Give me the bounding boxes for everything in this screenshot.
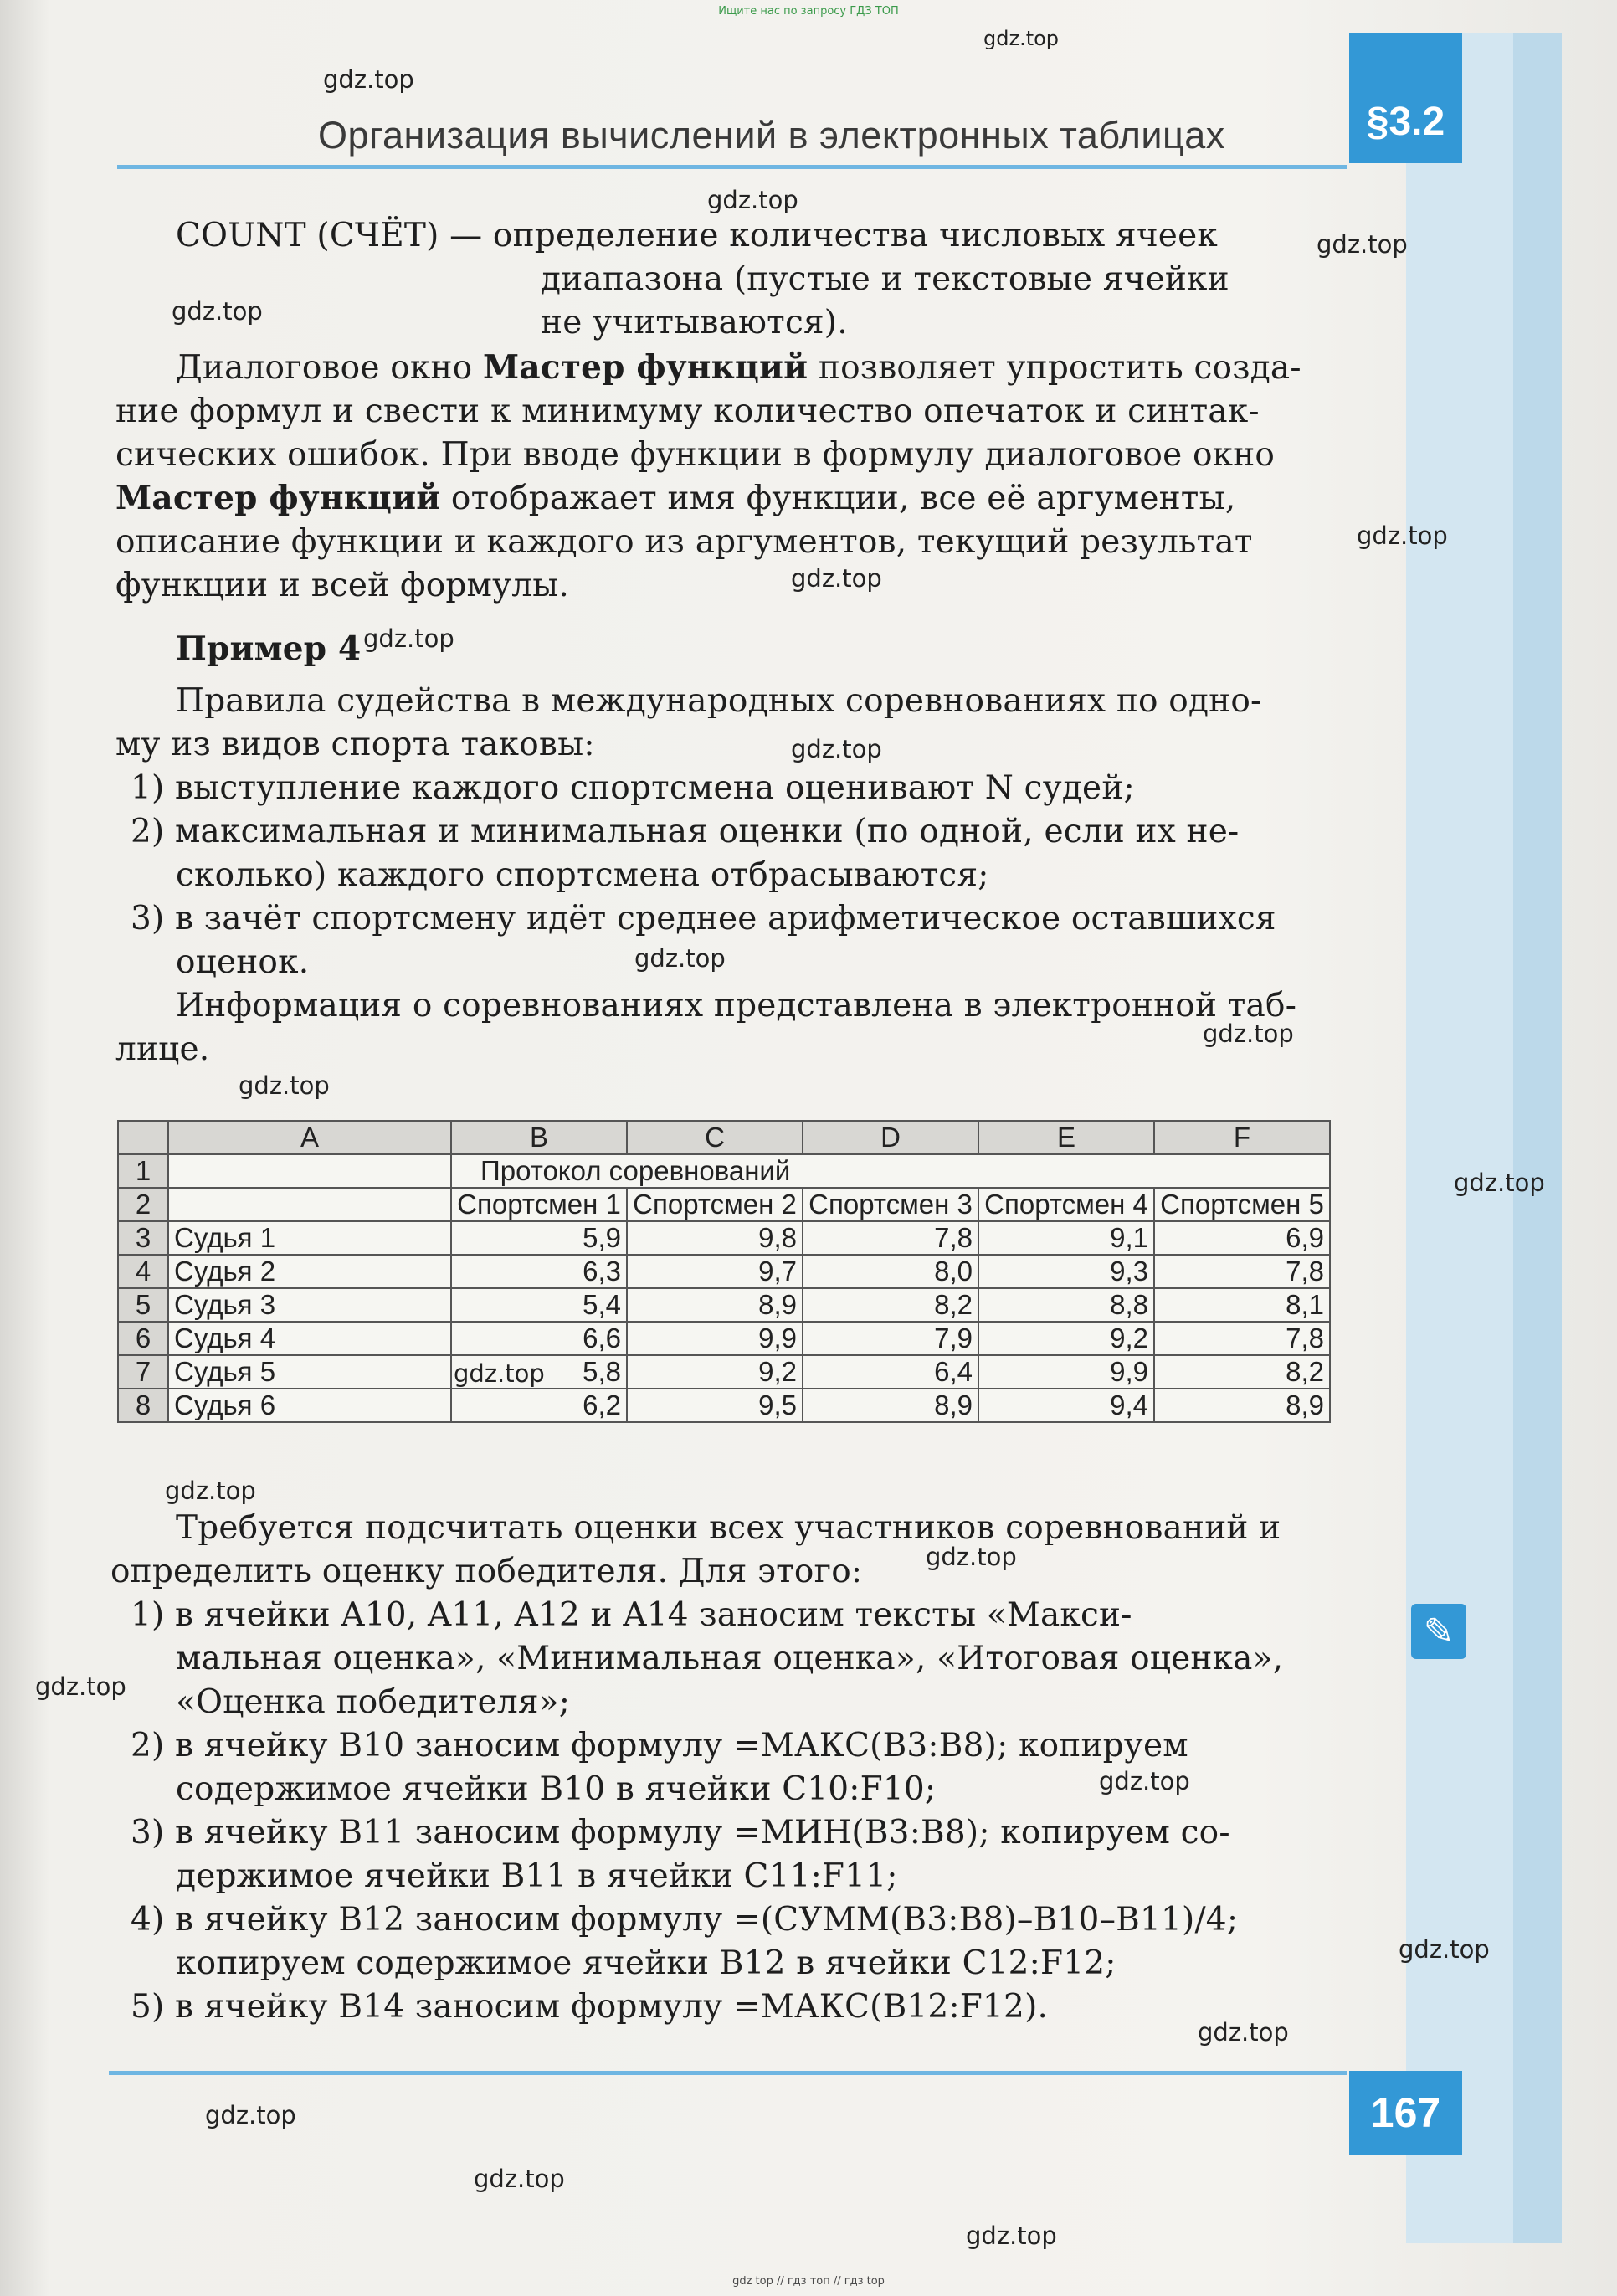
top-note: Ищите нас по запросу ГДЗ ТОП (718, 5, 899, 18)
watermark: gdz.top (205, 2101, 296, 2129)
score-cell: 9,2 (978, 1322, 1154, 1355)
judge-cell: Судья 2 (168, 1255, 451, 1288)
judge-cell: Судья 4 (168, 1322, 451, 1355)
athlete-header: Спортсмен 1 (451, 1188, 627, 1221)
section-number: §3.2 (1366, 100, 1445, 144)
para2-line-1: Правила судейства в международных соревнованиях по одно- (176, 682, 1262, 720)
score-cell: 7,9 (803, 1322, 978, 1355)
step-2-line-1: 2) в ячейку B10 заносим формулу =МАКС(B3:B8); копируем (131, 1727, 1188, 1764)
cell-a1 (168, 1154, 451, 1188)
example-heading: Пример 4 (176, 629, 362, 668)
step-4-line-1: 4) в ячейку B12 заносим формулу =(СУММ(B3:B8)–B10–B11)/4; (131, 1901, 1239, 1939)
score-cell: 9,4 (978, 1389, 1154, 1422)
footer-rule (109, 2071, 1348, 2075)
score-cell: 8,2 (803, 1288, 978, 1322)
rule-3-line-2: оценок. (176, 943, 310, 981)
judge-cell: Судья 6 (168, 1389, 451, 1422)
watermark: gdz.top (1317, 230, 1408, 259)
col-header-a: A (168, 1121, 451, 1154)
score-cell: 6,9 (1154, 1221, 1330, 1255)
row-number: 5 (118, 1288, 168, 1322)
score-cell: 7,8 (1154, 1255, 1330, 1288)
score-cell: 5,9 (451, 1221, 627, 1255)
step-2-line-2: содержимое ячейки B10 в ячейки C10:F10; (176, 1770, 937, 1808)
pencil-icon: ✎ (1411, 1604, 1466, 1659)
para2-line-2: му из видов спорта таковы: (116, 726, 595, 763)
watermark: gdz.top (172, 297, 263, 326)
corner-cell (118, 1121, 168, 1154)
col-header-c: C (627, 1121, 803, 1154)
sheet-row-2 (118, 1188, 1330, 1221)
watermark: gdz.top (1198, 2018, 1289, 2047)
rule-1: 1) выступление каждого спортсмена оценивают N судей; (131, 769, 1135, 807)
para4-line-1: Требуется подсчитать оценки всех участников соревнований и (176, 1509, 1281, 1547)
para1-line-6: функции и всей формулы. (116, 567, 570, 604)
step-1-line-1: 1) в ячейки A10, A11, A12 и A14 заносим тексты «Макси- (131, 1596, 1132, 1634)
sheet-title: Протокол соревнований (451, 1154, 1330, 1188)
sheet-row-6 (118, 1322, 1330, 1355)
para4-line-2: определить оценку победителя. Для этого: (110, 1553, 863, 1590)
rule-2-line-2: сколько) каждого спортсмена отбрасываются; (176, 856, 989, 894)
watermark: gdz.top (791, 564, 882, 593)
row-number: 7 (118, 1355, 168, 1389)
para3-line-2: лице. (116, 1030, 210, 1068)
athlete-header: Спортсмен 2 (627, 1188, 803, 1221)
judge-cell: Судья 5 (168, 1355, 451, 1389)
watermark: gdz.top (966, 2222, 1057, 2250)
para1-line-3: сических ошибок. При вводе функции в формулу диалоговое окно (116, 436, 1276, 474)
row-number: 4 (118, 1255, 168, 1288)
count-line-3: не учитываются). (541, 304, 848, 342)
section-badge (1349, 33, 1462, 163)
step-4-line-2: копируем содержимое ячейки B12 в ячейки C12:F12; (176, 1944, 1116, 1982)
watermark: gdz.top (165, 1477, 256, 1505)
margin-strip-edge (1513, 33, 1562, 2243)
score-cell: 8,0 (803, 1255, 978, 1288)
athlete-header: Спортсмен 3 (803, 1188, 978, 1221)
watermark: gdz.top (1454, 1169, 1545, 1197)
score-cell: 7,8 (1154, 1322, 1330, 1355)
rule-2-line-1: 2) максимальная и минимальная оценки (по одной, если их не- (131, 813, 1240, 850)
score-cell: 9,7 (627, 1255, 803, 1288)
step-5: 5) в ячейку B14 заносим формулу =МАКС(B12:F12). (131, 1988, 1049, 2026)
col-header-e: E (978, 1121, 1154, 1154)
count-line-1: COUNT (СЧЁТ) — определение количества числовых ячеек (176, 217, 1218, 254)
sheet-row-4 (118, 1255, 1330, 1288)
sheet-row-3 (118, 1221, 1330, 1255)
score-cell: 6,3 (451, 1255, 627, 1288)
score-cell: 9,1 (978, 1221, 1154, 1255)
watermark: gdz.top (363, 624, 454, 653)
watermark: gdz.top (983, 27, 1060, 50)
score-cell: 6,6 (451, 1322, 627, 1355)
judge-cell: Судья 3 (168, 1288, 451, 1322)
term-function-wizard-2: Мастер функций (116, 479, 441, 517)
term-function-wizard: Мастер функций (482, 348, 808, 387)
watermark: gdz.top (1357, 521, 1448, 550)
score-cell: 6,2 (451, 1389, 627, 1422)
athlete-header: Спортсмен 4 (978, 1188, 1154, 1221)
column-header-row (118, 1121, 1330, 1154)
athlete-header: Спортсмен 5 (1154, 1188, 1330, 1221)
competition-spreadsheet (117, 1120, 1331, 1423)
row-number: 3 (118, 1221, 168, 1255)
header-rule (117, 165, 1348, 169)
watermark: gdz.top (454, 1359, 545, 1388)
cell-a2 (168, 1188, 451, 1221)
score-cell: 5,8 (451, 1355, 627, 1389)
para1-line-5: описание функции и каждого из аргументов, текущий результат (116, 523, 1253, 561)
score-cell: 8,9 (627, 1288, 803, 1322)
score-cell: 9,2 (627, 1355, 803, 1389)
sheet-row-8 (118, 1389, 1330, 1422)
watermark: gdz.top (1399, 1935, 1490, 1964)
row-number: 8 (118, 1389, 168, 1422)
score-cell: 5,4 (451, 1288, 627, 1322)
step-1-line-2: мальная оценка», «Минимальная оценка», «Итоговая оценка», (176, 1640, 1284, 1677)
score-cell: 8,9 (1154, 1389, 1330, 1422)
col-header-f: F (1154, 1121, 1330, 1154)
sheet-row-5 (118, 1288, 1330, 1322)
watermark: gdz.top (1203, 1020, 1294, 1048)
score-cell: 9,5 (627, 1389, 803, 1422)
count-line-2: диапазона (пустые и текстовые ячейки (541, 260, 1229, 298)
score-cell: 6,4 (803, 1355, 978, 1389)
watermark: gdz.top (239, 1071, 330, 1100)
col-header-d: D (803, 1121, 978, 1154)
watermark: gdz.top (634, 944, 726, 973)
score-cell: 9,9 (978, 1355, 1154, 1389)
row-number: 6 (118, 1322, 168, 1355)
margin-strip (1406, 33, 1513, 2243)
para3-line-1: Информация о соревнованиях представлена в электронной таб- (176, 987, 1297, 1025)
watermark: gdz.top (1099, 1767, 1190, 1795)
score-cell: 8,9 (803, 1389, 978, 1422)
step-3-line-1: 3) в ячейку B11 заносим формулу =МИН(B3:B8); копируем со- (131, 1814, 1230, 1852)
watermark: gdz.top (474, 2165, 565, 2193)
row-number: 1 (118, 1154, 168, 1188)
judge-cell: Судья 1 (168, 1221, 451, 1255)
row-number: 2 (118, 1188, 168, 1221)
para1-line-2: ние формул и свести к минимуму количество опечаток и синтак- (116, 393, 1260, 430)
sheet-row-1 (118, 1154, 1330, 1188)
page-header-title: Организация вычислений в электронных таблицах (318, 114, 1225, 157)
col-header-b: B (451, 1121, 627, 1154)
score-cell: 9,3 (978, 1255, 1154, 1288)
watermark: gdz.top (791, 735, 882, 763)
score-cell: 8,2 (1154, 1355, 1330, 1389)
score-cell: 9,9 (627, 1322, 803, 1355)
step-1-line-3: «Оценка победителя»; (176, 1683, 571, 1721)
bottom-note: gdz top // гдз топ // гдз top (732, 2275, 885, 2288)
step-3-line-2: держимое ячейки B11 в ячейки C11:F11; (176, 1857, 898, 1895)
score-cell: 9,8 (627, 1221, 803, 1255)
watermark: gdz.top (323, 65, 414, 94)
score-cell: 8,8 (978, 1288, 1154, 1322)
watermark: gdz.top (35, 1672, 126, 1701)
para1-line-4: Мастер функций отображает имя функции, все её аргументы, (116, 479, 1236, 517)
watermark: gdz.top (707, 186, 798, 214)
score-cell: 8,1 (1154, 1288, 1330, 1322)
watermark: gdz.top (926, 1543, 1017, 1571)
sheet-row-7 (118, 1355, 1330, 1389)
score-cell: 7,8 (803, 1221, 978, 1255)
rule-3-line-1: 3) в зачёт спортсмену идёт среднее арифметическое оставшихся (131, 900, 1276, 937)
para1-line-1: Диалоговое окно Мастер функций позволяет упростить созда- (176, 348, 1301, 387)
page-number: 167 (1349, 2071, 1462, 2155)
